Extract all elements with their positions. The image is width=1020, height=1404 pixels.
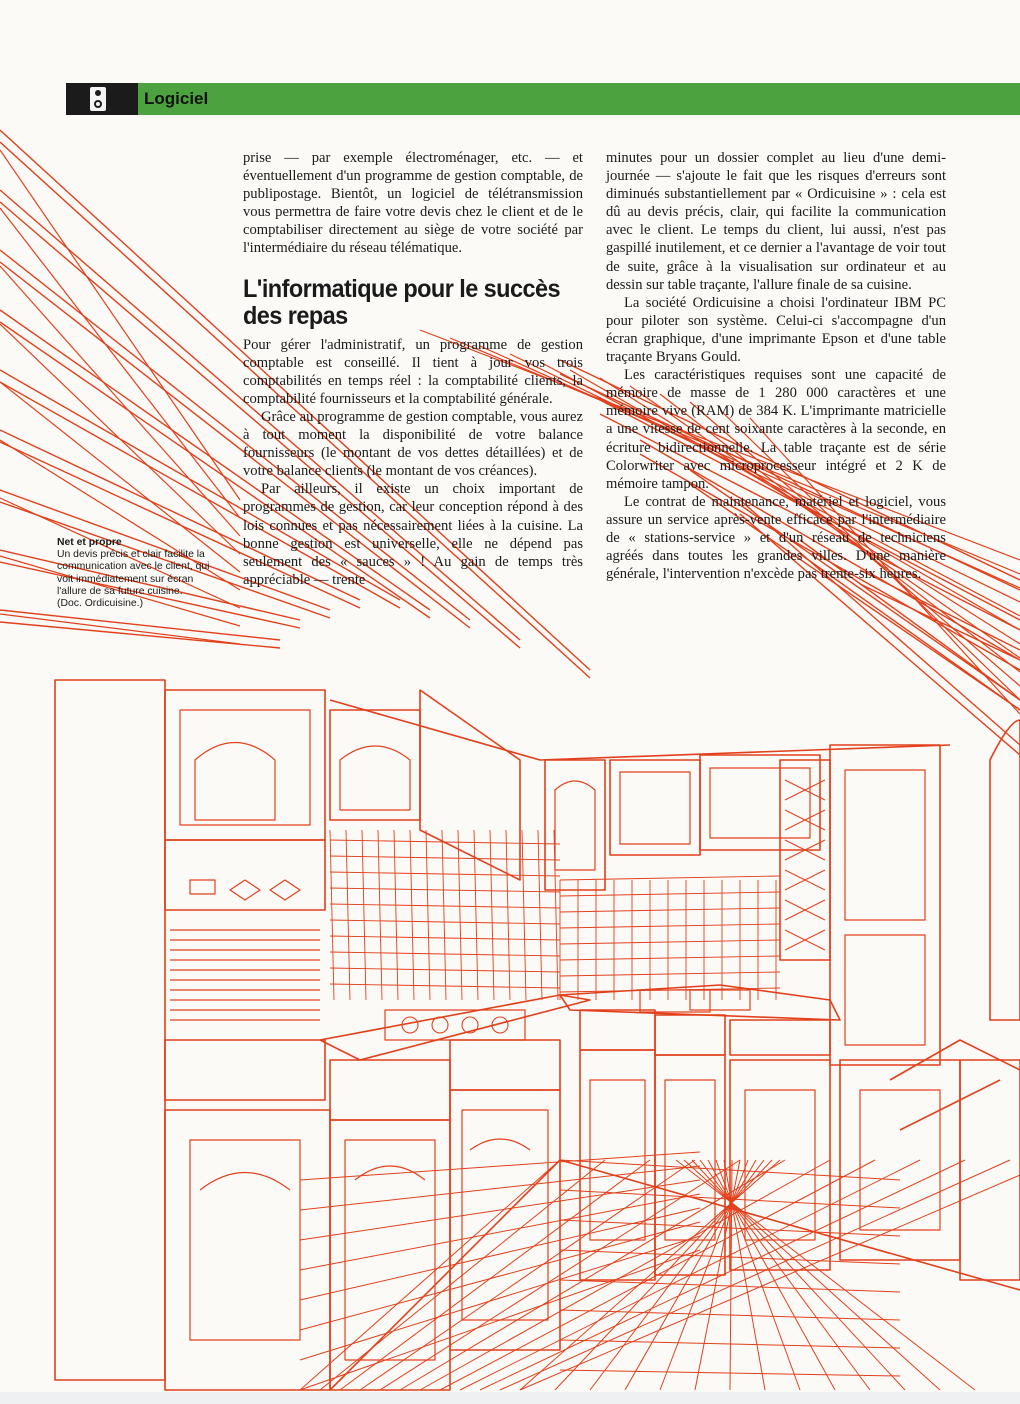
article-subheading: L'informatique pour le succès des repas	[243, 274, 561, 330]
caption-credit: (Doc. Ordicuisine.)	[57, 598, 144, 610]
paragraph: prise — par exemple électroménager, etc. — et éventuellement d'un programme de gestion comptable, de publipostage. Bientôt, un logiciel de télétransmission vous permettra de faire votre devis chez le client et de le comptabiliser directement au siège de votre société par l'intermédiaire du réseau télématique.	[243, 150, 583, 257]
paragraph: La société Ordicuisine a choisi l'ordinateur IBM PC pour piloter son système. Celui-ci s'accompagne d'un écran graphique, d'une imprimante Epson et d'une table traçante Bryans Gould.	[606, 294, 946, 366]
header-tab	[128, 83, 138, 115]
figure-caption	[57, 537, 217, 610]
section-header-band	[66, 83, 1020, 115]
paragraph: Le contrat de maintenance, matériel et logiciel, vous assure un service après-vente efficace par l'intermédiaire de « stations-service » et d'un réseau de techniciens agréés dans toutes les grandes villes. D'une manière générale, l'intervention n'excède pas trente-six heures.	[606, 493, 946, 583]
header-black-block	[66, 83, 128, 115]
page-bottom-edge	[0, 1392, 1020, 1404]
paragraph: Les caractéristiques requises sont une capacité de mémoire de masse de 1 280 000 caractères et une mémoire vive (RAM) de 384 K. L'imprimante matricielle a une vitesse de cent soixante caractères à la seconde, en écriture bidirectionnelle. La table traçante est de série Colorwriter avec microprocesseur intégré et 2 K de mémoire tampon.	[606, 367, 946, 492]
caption-title: Net et propre	[57, 537, 122, 548]
paragraph: minutes pour un dossier complet au lieu d'une demi-journée — s'ajoute le fait que les risques d'erreurs sont diminués substantiellement par « Ordicuisine » : cela est dû au devis précis, clair, qui facilite la communication avec le client. Le temps du client, lui aussi, n'est pas gaspillé inutilement, et ce dernier a l'avantage de voir tout de suite, grâce à la visualisation sur ordinateur et au dessin sur table traçante, l'allure finale de sa cuisine.	[606, 150, 946, 293]
text-column-right	[606, 149, 946, 583]
caption-body: Un devis précis et clair facilite la communication avec le client, qui voit immédiatement sur écran l'allure de sa future cuisine.	[57, 549, 210, 597]
paragraph: Pour gérer l'administratif, un programme de gestion comptable est conseillé. Il tient à jour vos trois comptabilités en temps réel : la comptabilité clients, la comptabilité fournisseurs et la comptabilité générale.	[243, 336, 583, 407]
section-label: Logiciel	[144, 89, 209, 108]
paragraph: Par ailleurs, il existe un choix important de programmes de gestion, car leur conception répond à des lois connues et pas nécessairement liées à la cuisine. La bonne gestion est universelle, elle ne dépend pas seulement des « sauces » ! Au gain de temps très appréciable — trente	[243, 481, 583, 588]
text-column-left	[243, 149, 583, 589]
floppy-disk-icon	[90, 87, 106, 111]
paragraph: Grâce au programme de gestion comptable, vous aurez à tout moment la disponibilité de votre balance fournisseurs (le montant de vos dettes détaillées) et de votre balance clients (le montant de vos créances).	[243, 408, 583, 480]
